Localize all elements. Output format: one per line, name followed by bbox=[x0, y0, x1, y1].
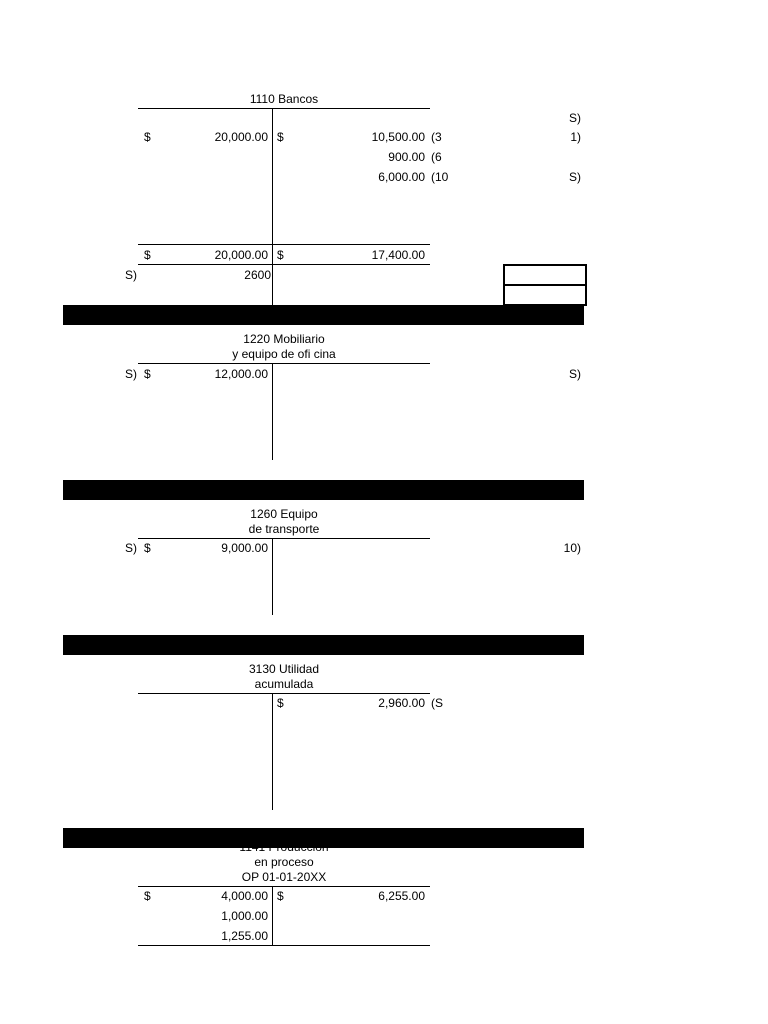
mobiliario-top-rule bbox=[138, 363, 430, 364]
produccion-debit-amount: 1,255.00 bbox=[221, 929, 268, 943]
transporte-center-rule bbox=[272, 538, 273, 615]
bancos-balance-ref: S) bbox=[125, 268, 137, 282]
bancos-total-bottom-rule bbox=[138, 264, 430, 265]
produccion-credit-symbol: $ bbox=[277, 889, 284, 903]
produccion-title-line1: en proceso bbox=[254, 855, 314, 869]
bancos-credit-amount: 6,000.00 bbox=[378, 170, 425, 184]
utilidad-amount: 2,960.00 bbox=[378, 696, 425, 710]
utilidad-title-line1: 3130 Utilidad bbox=[248, 662, 320, 676]
mobiliario-title-line2: y equipo de ofi cina bbox=[232, 347, 336, 361]
transporte-amount: 9,000.00 bbox=[221, 541, 268, 555]
bancos-total-debit-symbol: $ bbox=[144, 248, 151, 262]
produccion-bottom-rule bbox=[138, 945, 430, 946]
mobiliario-ref: S) bbox=[125, 367, 137, 381]
bancos-top-rule bbox=[138, 108, 430, 109]
bancos-credit-ref: (3 bbox=[431, 130, 442, 144]
produccion-credit-amount: 6,255.00 bbox=[378, 889, 425, 903]
bancos-total-credit: 17,400.00 bbox=[371, 248, 425, 262]
transporte-title-line1: 1260 Equipo bbox=[250, 507, 318, 521]
bancos-credit-amount: 10,500.00 bbox=[371, 130, 425, 144]
bancos-credit-ref: (6 bbox=[431, 150, 442, 164]
bancos-center-rule bbox=[272, 108, 273, 305]
section-band bbox=[63, 480, 584, 500]
section-band-overlay bbox=[63, 828, 584, 848]
mobiliario-amount: 12,000.00 bbox=[214, 367, 268, 381]
section-band bbox=[63, 305, 584, 325]
bancos-total-top-rule bbox=[138, 244, 430, 245]
transporte-ref: S) bbox=[125, 541, 137, 555]
produccion-debit-amount: 4,000.00 bbox=[221, 889, 268, 903]
utilidad-center-rule bbox=[272, 693, 273, 810]
right-ref: S) bbox=[569, 170, 581, 184]
mobiliario-title-line1: 1220 Mobiliario bbox=[243, 332, 325, 346]
utilidad-ref: (S bbox=[431, 696, 443, 710]
produccion-center-rule bbox=[272, 886, 273, 945]
section-band bbox=[63, 635, 584, 655]
bancos-credit-ref: (10 bbox=[431, 170, 449, 184]
mobiliario-center-rule bbox=[272, 363, 273, 460]
bancos-title: 1110 Bancos bbox=[249, 92, 319, 106]
transporte-title-line2: de transporte bbox=[248, 522, 320, 536]
clipped-cell-box bbox=[503, 264, 587, 286]
right-ref: S) bbox=[569, 111, 581, 125]
utilidad-symbol: $ bbox=[277, 696, 284, 710]
right-ref: 10) bbox=[563, 541, 581, 555]
produccion-debit-amount: 1,000.00 bbox=[221, 909, 268, 923]
mobiliario-symbol: $ bbox=[144, 367, 151, 381]
produccion-top-rule bbox=[138, 886, 430, 887]
bancos-credit-amount: 900.00 bbox=[388, 150, 425, 164]
bancos-balance: 2600 bbox=[244, 268, 271, 282]
utilidad-title-line2: acumulada bbox=[254, 677, 314, 691]
bancos-total-debit: 20,000.00 bbox=[214, 248, 268, 262]
bancos-debit-amount: 20,000.00 bbox=[214, 130, 268, 144]
bancos-credit-symbol: $ bbox=[277, 130, 284, 144]
right-ref: 1) bbox=[570, 130, 581, 144]
bancos-total-credit-symbol: $ bbox=[277, 248, 284, 262]
produccion-debit-symbol: $ bbox=[144, 889, 151, 903]
bancos-debit-symbol: $ bbox=[144, 130, 151, 144]
transporte-top-rule bbox=[138, 538, 430, 539]
clipped-cell-box bbox=[503, 284, 587, 306]
utilidad-top-rule bbox=[138, 693, 430, 694]
produccion-title-line2: OP 01-01-20XX bbox=[241, 870, 327, 884]
right-ref: S) bbox=[569, 367, 581, 381]
transporte-symbol: $ bbox=[144, 541, 151, 555]
